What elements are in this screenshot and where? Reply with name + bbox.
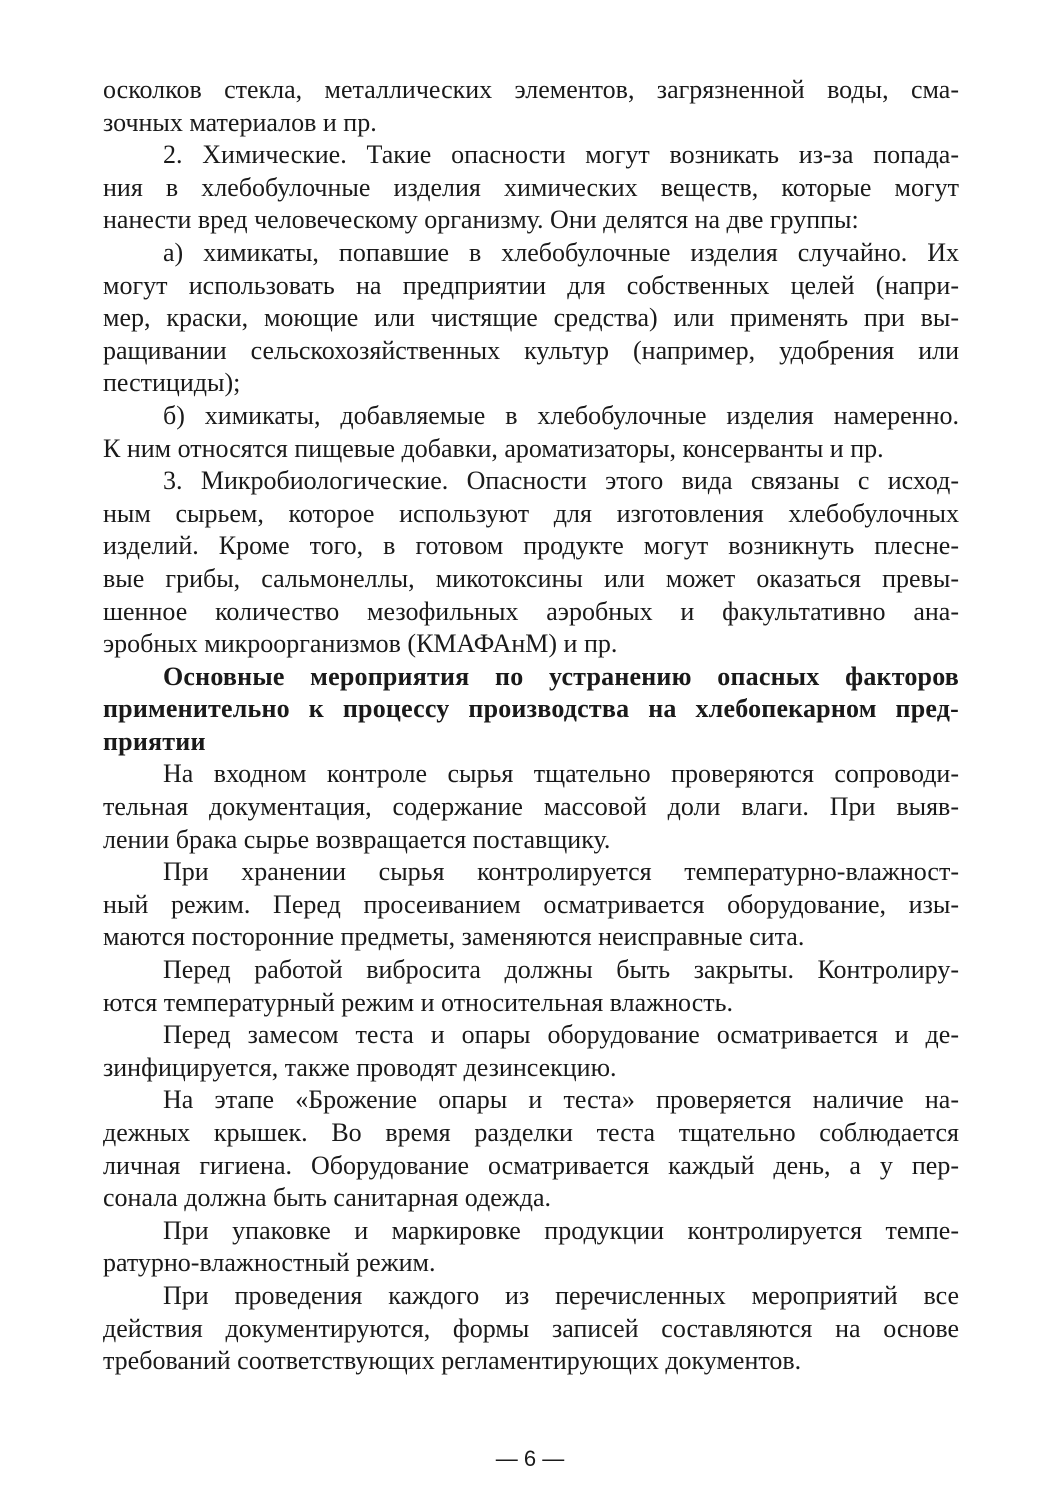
text-line: ный режим. Перед просеиванием осматривается оборудование, изы- xyxy=(103,889,959,919)
text-line: эробных микроорганизмов (КМАФАнМ) и пр. xyxy=(103,629,618,659)
text-line: мер, краски, моющие или чистящие средства) или применять при вы- xyxy=(103,303,959,333)
text-line: личная гигиена. Оборудование осматривается каждый день, а у пер- xyxy=(103,1150,959,1180)
text-line: ния в хлебобулочные изделия химических веществ, которые могут xyxy=(103,172,959,202)
text-line: 3. Микробиологические. Опасности этого вида связаны с исход- xyxy=(163,466,959,496)
text-line: б) химикаты, добавляемые в хлебобулочные изделия намеренно. xyxy=(163,400,959,430)
text-line: ратурно-влажностный режим. xyxy=(103,1248,436,1278)
text-line: Перед замесом теста и опары оборудование осматривается и де- xyxy=(163,1020,959,1050)
text-line: могут использовать на предприятии для собственных целей (напри- xyxy=(103,270,959,300)
page-text xyxy=(103,74,959,1378)
text-line: К ним относятся пищевые добавки, ароматизаторы, консерванты и пр. xyxy=(103,433,884,463)
text-line: дежных крышек. Во время разделки теста тщательно соблюдается xyxy=(103,1118,959,1147)
text-line: тельная документация, содержание массовой доли влаги. При выяв- xyxy=(103,792,959,822)
text-line: При хранении сырья контролируется температурно-влажност- xyxy=(163,857,959,887)
text-line: вые грибы, сальмонеллы, микотоксины или может оказаться превы- xyxy=(103,563,959,593)
text-line: При проведения каждого из перечисленных мероприятий все xyxy=(163,1280,959,1310)
text-line: ным сырьем, которое используют для изготовления хлебобулочных xyxy=(103,498,959,528)
text-line: Перед работой вибросита должны быть закрыты. Контролиру- xyxy=(163,955,959,985)
section-heading: Основные мероприятия по устранению опасных факторов xyxy=(163,661,959,691)
text-line: зинфицируется, также проводят дезинсекцию. xyxy=(103,1052,617,1082)
text-line: При упаковке и маркировке продукции контролируется темпе- xyxy=(163,1215,959,1245)
text-line: пестициды); xyxy=(103,368,241,398)
text-line: ются температурный режим и относительная влажность. xyxy=(103,987,733,1017)
page-number: — 6 — xyxy=(495,1446,565,1471)
text-line: На этапе «Брожение опары и теста» проверяется наличие на- xyxy=(163,1085,959,1115)
text-line: требований соответствующих регламентирующих документов. xyxy=(103,1346,802,1376)
text-line: 2. Химические. Такие опасности могут возникать из-за попада- xyxy=(163,140,959,170)
text-line: действия документируются, формы записей составляются на основе xyxy=(103,1313,959,1343)
text-line: изделий. Кроме того, в готовом продукте могут возникнуть плесне- xyxy=(103,531,959,561)
text-line: лении брака сырье возвращается поставщику. xyxy=(103,824,611,854)
text-line: ращивании сельскохозяйственных культур (например, удобрения или xyxy=(103,335,959,365)
text-line: нанести вред человеческому организму. Они делятся на две группы: xyxy=(103,205,859,235)
text-line: зочных материалов и пр. xyxy=(103,107,377,137)
text-line: шенное количество мезофильных аэробных и факультативно ана- xyxy=(103,596,959,626)
section-heading: применительно к процессу производства на хлебопекарном пред- xyxy=(103,694,959,724)
text-line: а) химикаты, попавшие в хлебобулочные изделия случайно. Их xyxy=(163,237,959,267)
section-heading: приятии xyxy=(103,726,206,756)
text-line: осколков стекла, металлических элементов, загрязненной воды, сма- xyxy=(103,75,959,104)
text-line: сонала должна быть санитарная одежда. xyxy=(103,1183,552,1213)
text-line: маются посторонние предметы, заменяются неисправные сита. xyxy=(103,922,805,952)
text-line: На входном контроле сырья тщательно проверяются сопроводи- xyxy=(163,759,959,789)
